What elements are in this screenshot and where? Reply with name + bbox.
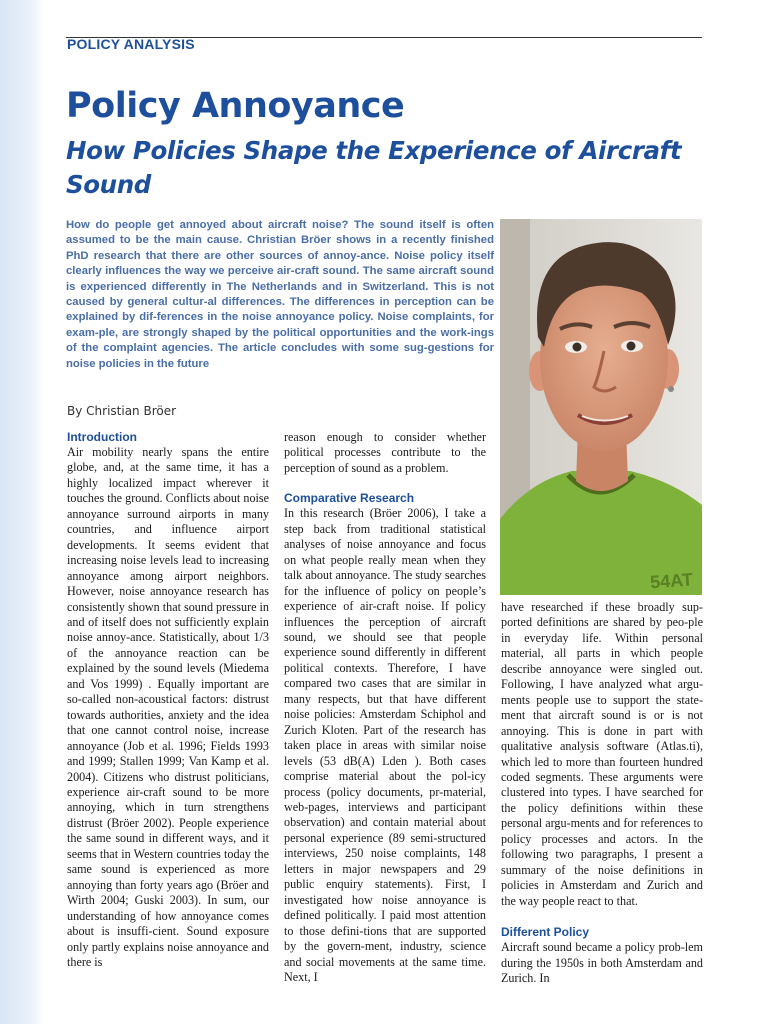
column-3	[501, 600, 703, 986]
comparative-research-text: In this research (Bröer 2006), I take a step back from traditional statistical analyses of noise annoyance and focus on what people really mean when they talk about annoyance. The study searches for the influence of policy on people’s experience of air-craft noise. If policy influences the perception of aircraft sound, we should see that people experience sound differently in different political contexts. Therefore, I have compared two cases that are similar in many respects, but that have different noise policies: Amsterdam Schiphol and Zurich Kloten. Part of the research has taken place in areas with similar noise levels (53 dB(A) Lden ). Both cases comprise material about the pol-icy process (policy documents, pr-material, web-pages, interviews and participant observation) and contain material about personal experience (89 semi-structured interviews, 250 noise complaints, 148 letters in major newspapers and 29 public enquiry statements). First, I investigated how noise annoyance is defined politically. I paid most attention to those defini-tions that are supported by the govern-ment, industry, science and social movements at the same time. Next, I	[284, 506, 486, 984]
author-photo	[500, 219, 702, 595]
section-label: POLICY ANALYSIS	[67, 36, 195, 52]
article-subtitle: How Policies Shape the Experience of Aircraft Sound	[66, 136, 682, 199]
article-title: Policy Annoyance	[66, 86, 405, 126]
byline: By Christian Bröer	[67, 404, 177, 418]
column-2	[284, 430, 486, 985]
column-1	[67, 430, 269, 970]
left-margin-band	[0, 0, 44, 1024]
heading-introduction: Introduction	[67, 430, 137, 444]
article-abstract: How do people get annoyed about aircraft noise? The sound itself is often assumed to be the main cause. Christian Bröer shows in a recently finished PhD research that there are other sources of annoy-ance. Noise policy itself clearly influences the way we perceive air-craft sound. The same aircraft sound is experienced differently in The Netherlands and in Switzerland. This is not caused by general cultur-al differences. The differences in perception can be explained by dif-ferences in the noise annoyance policy. Noise complaints, for exam-ple, are strongly shaped by the political opportunities and the work-ings of the complaint agencies. The article concludes with some sug-gestions for noise policies in the future	[66, 219, 494, 370]
heading-different-policy: Different Policy	[501, 925, 590, 940]
author-portrait-illustration	[500, 219, 702, 595]
column-2-continued-text: reason enough to consider whether political processes contribute to the perception of sound as a problem.	[284, 430, 486, 475]
introduction-text: Air mobility nearly spans the entire globe, and, at the same time, it has a highly localized impact wherever it touches the ground. Conflicts about noise annoyance surround airports in many countries, and influence airport developments. It seems evident that increasing noise levels lead to increasing annoyance among airport neighbors. However, noise annoyance research has consistently shown that sound pressure in and of itself does not sufficiently explain noise annoy-ance. Statistically, about 1/3 of the annoyance reaction can be explained by the sound levels (Miedema and Vos 1999) . Equally important are so-called non-acoustical factors: distrust towards authorities, anxiety and the idea that one cannot control noise, increase annoyance (Job et al. 1996; Fields 1993 and 1999; Stallen 1999; Van Kamp et al. 2004). Citizens who distrust politicians, experience air-craft sound to be more annoying, which in turn strengthens distrust (Bröer 2002). People experience the same sound in different ways, and it seems that in Western countries today the same sound is experienced as more annoying than forty years ago (Bröer and Wirth 2004; Guski 2003). In sum, our understanding of how annoyance comes about is insuffi-cient. Sound exposure only partly explains noise annoyance and there is	[67, 445, 269, 969]
heading-comparative-research: Comparative Research	[284, 491, 415, 506]
shirt-print: 54AT	[649, 569, 694, 593]
column-3-continued-text: have researched if these broadly sup-ported definitions are shared by peo-ple in everyday life. Within personal material, all parts in which people describe annoyance were singled out. Following, I have analyzed what argu-ments people use to support the state-ment that aircraft sound is or is not annoying. This is done in part with qualitative analysis software (Atlas.ti), which led to more than fourteen hundred coded segments. These arguments were clustered into types. I have searched for the policy definitions within these personal argu-ments and for references to policy processes and actors. In the following two paragraphs, I present a summary of the noise definitions in policies in Amsterdam and Zurich and the way people react to that.	[501, 600, 703, 908]
different-policy-text: Aircraft sound became a policy prob-lem during the 1950s in both Amsterdam and Zurich. In	[501, 940, 703, 985]
